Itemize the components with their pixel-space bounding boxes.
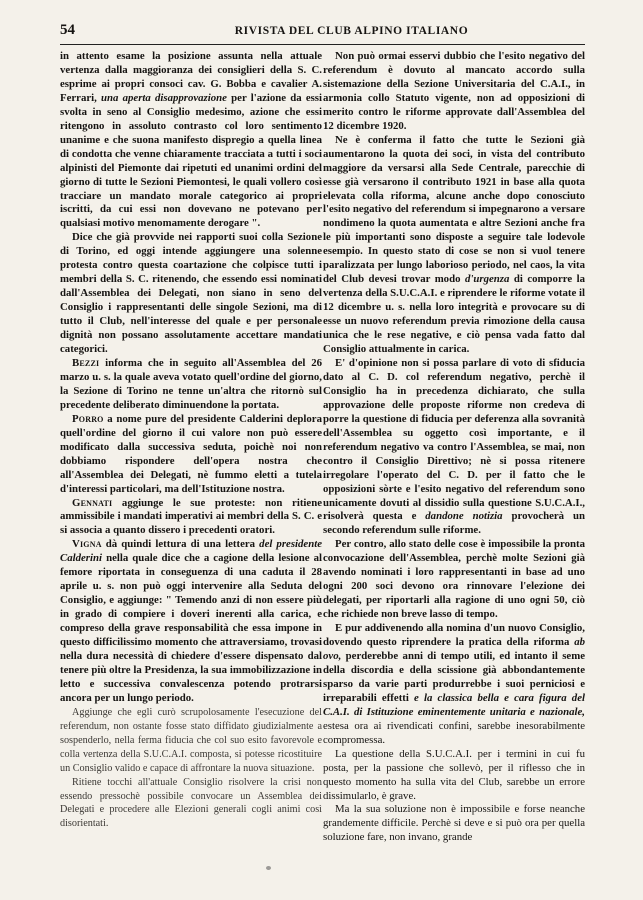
speaker-name: Gennati <box>72 496 113 509</box>
speaker-name: Vigna <box>72 538 102 551</box>
page-header <box>60 20 585 44</box>
page-number: 54 <box>60 22 75 38</box>
header-rule <box>60 44 585 45</box>
paragraph: Per contro, allo stato delle cose è impossibile la pronta convocazione dell'Assemblea, perchè molte Sezioni già avendo nominati i loro rappresentanti in base ad uno ogni 200 soci devono ora rinnovare l'elezione dei delegati, per riportarli alla ragione di uno ogni 50, ciò che richiede non breve lasso di tempo. <box>323 538 585 621</box>
speaker-name: Bezzi <box>72 356 100 369</box>
paragraph: Aggiunge che egli curò scrupolosamente l'esecuzione del referendum, non ostante fosse stato diffidato giudizialmente a sospenderlo, nella ferma fiducia che col suo esito favorevole e colla vertenza della S.U.C.A.I. composta, si potesse ricostituire un Consiglio valido e capace di affrontare la nuova situazione. <box>60 706 322 774</box>
left-column <box>60 50 322 831</box>
paragraph: Bezzi informa che in seguito all'Assemblea del 26 marzo u. s. la quale aveva votato quell'ordine del giorno, la Sezione di Torino ne tenne un'altra che ritornò sul precedente deliberato diminuendone la portata. <box>60 356 322 411</box>
paragraph: Non può ormai esservi dubbio che l'esito negativo del referendum è dovuto al mancato accordo sulla sistemazione della Sezione Universitaria del C.A.I., in armonia collo Statuto vigente, non ad opposizioni di merito contro le riforme approvate dall'Assemblea del 12 dicembre 1920. <box>323 50 585 132</box>
paragraph: Gennati aggiunge le sue proteste: non ritiene ammissibile i mandati imperativi ai membri della S. C. e si associa a quanto dissero i precedenti oratori. <box>60 496 323 537</box>
right-column <box>323 50 585 845</box>
paragraph: Ne è conferma il fatto che tutte le Sezioni già aumentarono la quota dei soci, in vista del contributo maggiore da versarsi alla Sede Centrale, parecchie di esse già versarono il contributo 1921 in base alla quota elevata colla riforma, alcune anche dopo conosciuto l'esito negativo del referendum si impegnarono a versare nondimeno la quota aumentata e altre Sezioni anche fra le più importanti sono disposte a seguire tale lodevole esempio. In questo stato di cose se non si vuol tenere paralizzata per lungo laborioso periodo, nel caos, la vita del Club devesi trovar modo d'urgenza di comporre la vertenza della S.U.C.A.I. e riprendere le riforme votate il 12 dicembre u. s. nella loro integrità e provocare su di esse un nuovo referendum previa rimozione della causa unica che le rese negative, e ciò pensa vada fatto dal Consiglio attualmente in carica. <box>323 133 586 356</box>
running-title: RIVISTA DEL CLUB ALPINO ITALIANO <box>234 25 469 37</box>
paragraph: Porro a nome pure del presidente Calderini deplora quell'ordine del giorno il cui valore non può essere modificato dalla successiva seduta, poichè noi non dobbiamo rispondere dell'opera nostra che all'Assemblea dei Delegati, nè fummo eletti a tutela d'interessi particolari, ma dell'Istituzione nostra. <box>60 412 322 495</box>
ink-blot <box>266 866 271 870</box>
speaker-name: Porro <box>72 412 104 425</box>
paragraph: Ritiene tocchi all'attuale Consiglio risolvere la crisi non essendo pressochè possibile convocare un Assemblea dei Delegati e procedere alle Elezioni generali cogli animi così disorientati. <box>60 776 322 830</box>
paragraph: E' d'opinione non si possa parlare di voto di sfiducia dato al C. D. col referendum negativo, perchè il Consiglio ha in precedenza dichiarato, che sulla approvazione delle proposte riforme non credeva di porre la questione di fiducia per deferenza alla sovranità dell'Assemblea su oggetto così importante, e il referendum negativo va contro l'Assemblea, se mai, non contro il Consiglio Direttivo; nè si possa ritenere irregolare l'operato del C. D. per il fatto che le opposizioni sòrte e l'esito negativo del referendum sono unicamente dovuti al dissidio sulla questione S.U.C.A.I., risolverà questa e dandone notizia provocherà un secondo referendum sulle riforme. <box>323 356 585 537</box>
paragraph: La questione della S.U.C.A.I. per i termini in cui fu posta, per la passione che sollevò, per il riflesso che in questo momento ha sulla vita del Club, sarebbe un errore dissimularlo, è grave. <box>323 747 585 802</box>
paragraph: Vigna dà quindi lettura di una lettera del presidente Calderini nella quale dice che a cagione della lesione al femore riportata in conseguenza di una caduta il 28 aprile u. s. non può oggi intervenire alla Seduta del Consiglio, e aggiunge: " Temendo anzi di non essere più in grado di compiere i doveri inerenti alla carica, e compreso della grave responsabilità che essa impone in questo difficilissimo momento che attraversiamo, trovasi nella dura necessità di chiedere d'essere dispensato dal tenere più oltre la Presidenza, la sua immobilizzazione in letto e successiva convalescenza potendo protrarsi ancora per un lungo periodo. <box>60 538 323 704</box>
paragraph: Ma la sua soluzione non è impossibile e forse neanche grandemente difficile. Perchè si deve e si può ora per quella soluzione fare, non invano, grande <box>323 803 585 844</box>
paragraph: in attento esame la posizione assunta nella attuale vertenza dalla maggioranza dei consiglieri della S. C. esprime ai propri consoci cav. G. Bobba e cavalier A. Ferrari, una aperta disapprovazione per l'azione da essi svolta in seno al Consiglio medesimo, azione che essi ritengono in assoluto contrasto col loro sentimento unanime e che suona manifesto dispregio a quella linea di condotta che venne chiaramente tracciata a tutti i soci alpinisti del Piemonte dai ripetuti ed unanimi ordini del giorno di tutte le Sezioni Piemontesi, le quali vollero così tracciare un mandato morale categorico ai propri iscritti, da cui essi non dovevano ne potevano per qualsiasi motivo menomamente derogare ". <box>60 50 323 230</box>
paragraph: Dice che già provvide nei rapporti suoi colla Sezione di Torino, ed oggi intende aggiungere una solenne protesta contro questa coartazione che colpisce tutti i membri della S. C. ritenendo, che essendo essi nominati dall'Assemblea dei Delegati, non siano in seno del Consiglio i rappresentanti delle singole Sezioni, ma di tutto il Club, nell'interesse del quale e per personale dignità non possano assolutamente accettare mandati categorici. <box>60 231 322 356</box>
paragraph: E pur addivenendo alla nomina d'un nuovo Consiglio, dovendo questo riprendere la pratica della riforma ab ovo, perderebbe anni di tempo utili, ed intanto il seme della discordia e della scissione già abbondantemente sparso da varie parti produrrebbe i suoi perniciosi e irreparabili effetti e la classica bella e cara figura del C.A.I. di Istituzione eminentemente unitaria e nazionale, estesa ora ai rivendicati confini, sarebbe inesorabilmente compromessa. <box>323 622 585 746</box>
